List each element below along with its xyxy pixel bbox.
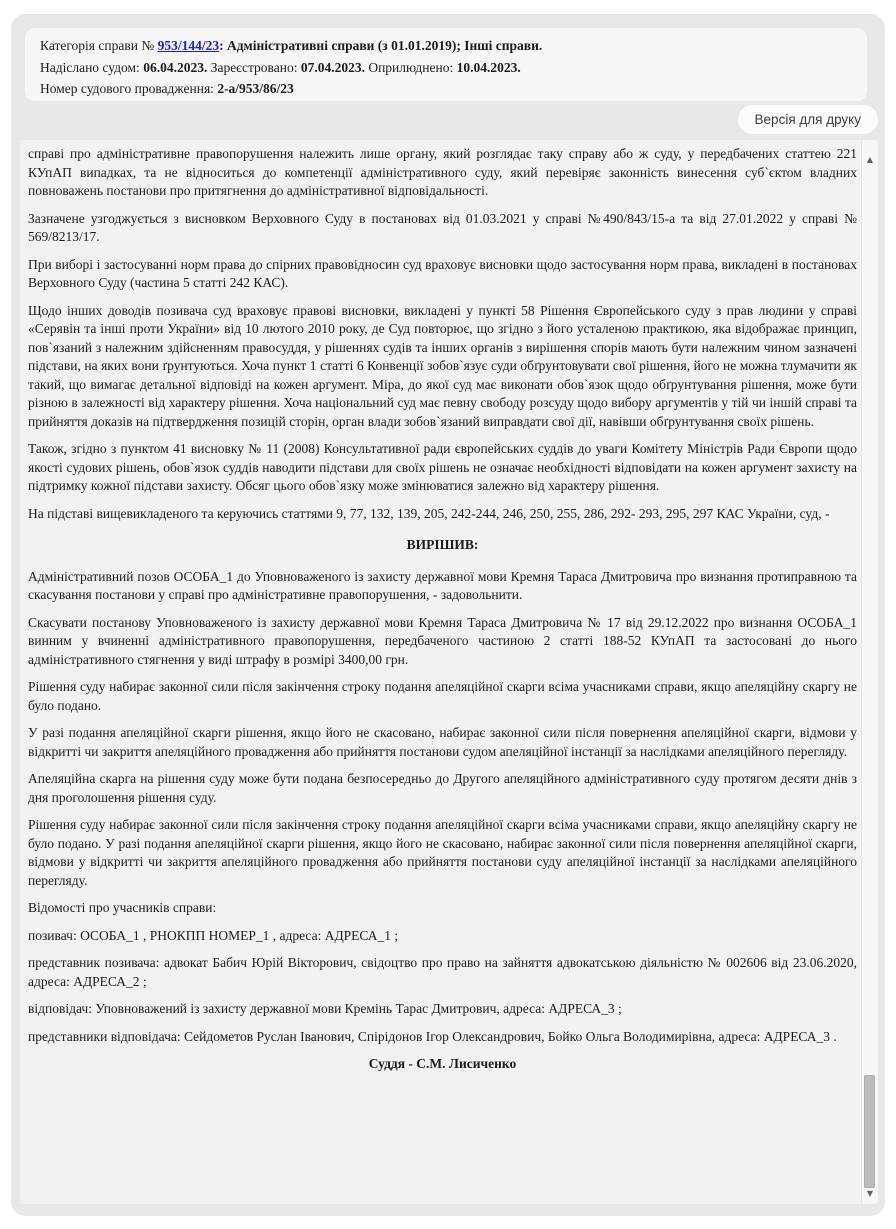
scroll-up-arrow-icon[interactable]: ▲ bbox=[866, 155, 874, 164]
print-version-button[interactable]: Версія для друку bbox=[738, 105, 878, 134]
scroll-down-arrow-icon[interactable]: ▼ bbox=[866, 1189, 874, 1198]
case-number-link[interactable]: 953/144/23 bbox=[157, 38, 220, 53]
document-paragraph: представники відповідача: Сейдометов Руслан Іванович, Спірідонов Ігор Олександрович, Бойко Ольга Володимирівна, адреса: АДРЕСА_3 . bbox=[28, 1028, 837, 1044]
document-paragraph: Рішення суду набирає законної сили після закінчення строку подання апеляційної скарги всіма учасниками справи, якщо апеляційну скаргу не було подано. bbox=[28, 679, 857, 713]
document-paragraph: представник позивача: адвокат Бабич Юрій Вікторович, свідоцтво про право на зайняття адвокатською діяльністю № 002606 від 23.06.2020, адреса: АДРЕСА_2 ; bbox=[28, 955, 857, 989]
document-body bbox=[20, 140, 861, 1204]
case-category-value: : Адміністративні справи (з 01.01.2019); Інші справи. bbox=[219, 38, 543, 53]
sent-by-court-date: 06.04.2023. bbox=[143, 59, 208, 75]
proceeding-number-value: 2-а/953/86/23 bbox=[217, 81, 294, 96]
proceeding-number-label: Номер судового провадження: bbox=[40, 81, 214, 96]
document-paragraph: відповідач: Уповноважений із захисту державної мови Кремінь Тарас Дмитрович, адреса: АДРЕСА_3 ; bbox=[28, 1001, 622, 1016]
case-category-line bbox=[40, 35, 852, 57]
document-paragraph: Адміністративний позов ОСОБА_1 до Уповноваженого із захисту державної мови Кремня Тараса Дмитровича про визнання протиправною та скасування постанови у справі про адміністративне правопорушення, - задовольнити. bbox=[28, 568, 857, 602]
document-paragraph: У разі подання апеляційної скарги рішення, якщо його не скасовано, набирає законної сили після повернення апеляційної скарги, відмови у відкритті чи закриття апеляційного провадження або прийняття постанови судом апеляційної інстанції за наслідками апеляційного перегляду. bbox=[28, 725, 857, 759]
published-date: 10.04.2023. bbox=[456, 59, 521, 75]
published-label: Оприлюднено: bbox=[368, 59, 454, 75]
document-viewer bbox=[20, 140, 878, 1204]
document-paragraph: Також, згідно з пунктом 41 висновку № 11 (2008) Консультативної ради європейських суддів до уваги Комітету Міністрів Ради Європи щодо якості судових рішень, обов`язок суддів наводити підстави для своїх рішень не означає необхідності відповідати на кожен аргумент захисту на підтримку кожної підстави захисту. Обсяг цього обов`язку може змінюватися залежно від характеру рішення. bbox=[28, 441, 857, 493]
sent-by-court-label: Надіслано судом: bbox=[40, 59, 140, 75]
document-paragraph: справі про адміністративне правопорушення належить лише органу, який розглядає таку справу або ж суду, у передбачених статтею 221 КУпАП випадках, та не відноситься до компетенції адміністративного суду, який перевіряє законність винесення суб`єктом владних повноважень постанови про притягнення до адміністративної відповідальності. bbox=[28, 146, 857, 198]
document-paragraph: При виборі і застосуванні норм права до спірних правовідносин суд враховує висновки щодо застосування норм права, викладені в постановах Верховного Суду (частина 5 статті 242 КАС). bbox=[28, 256, 857, 290]
document-paragraph: Скасувати постанову Уповноваженого із захисту державної мови Кремня Тараса Дмитровича № 17 від 29.12.2022 про визнання ОСОБА_1 винним у вчиненні адміністративного правопорушення, передбаченого частиною 2 статті 188-52 КУпАП та застосовані до нього адміністративного стягнення у виді штрафу в розмірі 3400,00 грн. bbox=[28, 614, 857, 667]
case-proceeding-line bbox=[40, 78, 852, 100]
scrollbar-thumb[interactable] bbox=[864, 1075, 875, 1188]
case-document-panel bbox=[11, 14, 885, 1216]
document-paragraph: позивач: ОСОБА_1 , РНОКПП НОМЕР_1 , адреса: АДРЕСА_1 ; bbox=[28, 927, 399, 943]
case-meta-card bbox=[25, 28, 867, 101]
case-dates-line bbox=[40, 57, 852, 79]
document-paragraph: Щодо інших доводів позивача суд враховує правові висновки, викладені у пункті 58 Рішення Європейського суду з прав людини у справі «Серявін та інші проти України» від 10 лютого 2010 року, де Суд повторює, що згідно з його усталеною практикою, яка відображає принцип, пов`язаний з належним здійсненням правосуддя, у рішеннях судів та інших органів з вирішення спорів мають бути належним чином зазначені підстави, на яких вони ґрунтуються. Хоча пункт 1 статті 6 Конвенції зобов`язує суди обґрунтовувати свої рішення, його не можна тлумачити як такий, що вимагає детальної відповіді на кожен аргумент. Міра, до якої суд має виконати обов`язок щодо обґрунтування рішення, може бути різною в залежності від характеру рішення. Хоча національний суд має певну свободу розсуду щодо вибору аргументів у тій чи іншій справі та прийняття доказів на підтвердження позицій сторін, орган влади зобов`язаний виправдати свої дії, навівши обґрунтування своїх рішень. bbox=[28, 302, 857, 429]
decision-heading: ВИРІШИВ: bbox=[406, 537, 479, 552]
document-paragraph: Рішення суду набирає законної сили після закінчення строку подання апеляційної скарги всіма учасниками справи, якщо апеляційну скаргу не було подано. У разі подання апеляційної скарги рішення, якщо його не скасовано, набирає законної сили після повернення апеляційної скарги, відмови у відкритті чи закриття апеляційного провадження або прийняття постанови суду апеляційної інстанції за наслідками апеляційного перегляду. bbox=[28, 817, 857, 888]
document-paragraph: Зазначене узгоджується з висновком Верховного Суду в постановах від 01.03.2021 у справі №490/843/15-а та від 27.01.2022 у справі № 569/8213/17. bbox=[28, 210, 857, 244]
document-paragraph: Апеляційна скарга на рішення суду може бути подана безпосередньо до Другого апеляційного адміністративного суду протягом десяти днів з дня проголошення рішення суду. bbox=[28, 771, 857, 805]
judge-signature: Суддя - С.М. Лисиченко bbox=[368, 1056, 517, 1071]
case-category-label: Категорія справи № bbox=[40, 38, 155, 53]
registered-label: Зареєстровано: bbox=[210, 59, 298, 75]
document-paragraph: Відомості про учасників справи: bbox=[28, 900, 217, 915]
document-paragraph: На підставі вищевикладеного та керуючись статтями 9, 77, 132, 139, 205, 242-244, 246, 250, 255, 286, 292- 293, 295, 297 КАС України, суд, - bbox=[28, 505, 830, 521]
document-scrollbar[interactable] bbox=[861, 140, 878, 1204]
registered-date: 07.04.2023. bbox=[300, 59, 365, 75]
